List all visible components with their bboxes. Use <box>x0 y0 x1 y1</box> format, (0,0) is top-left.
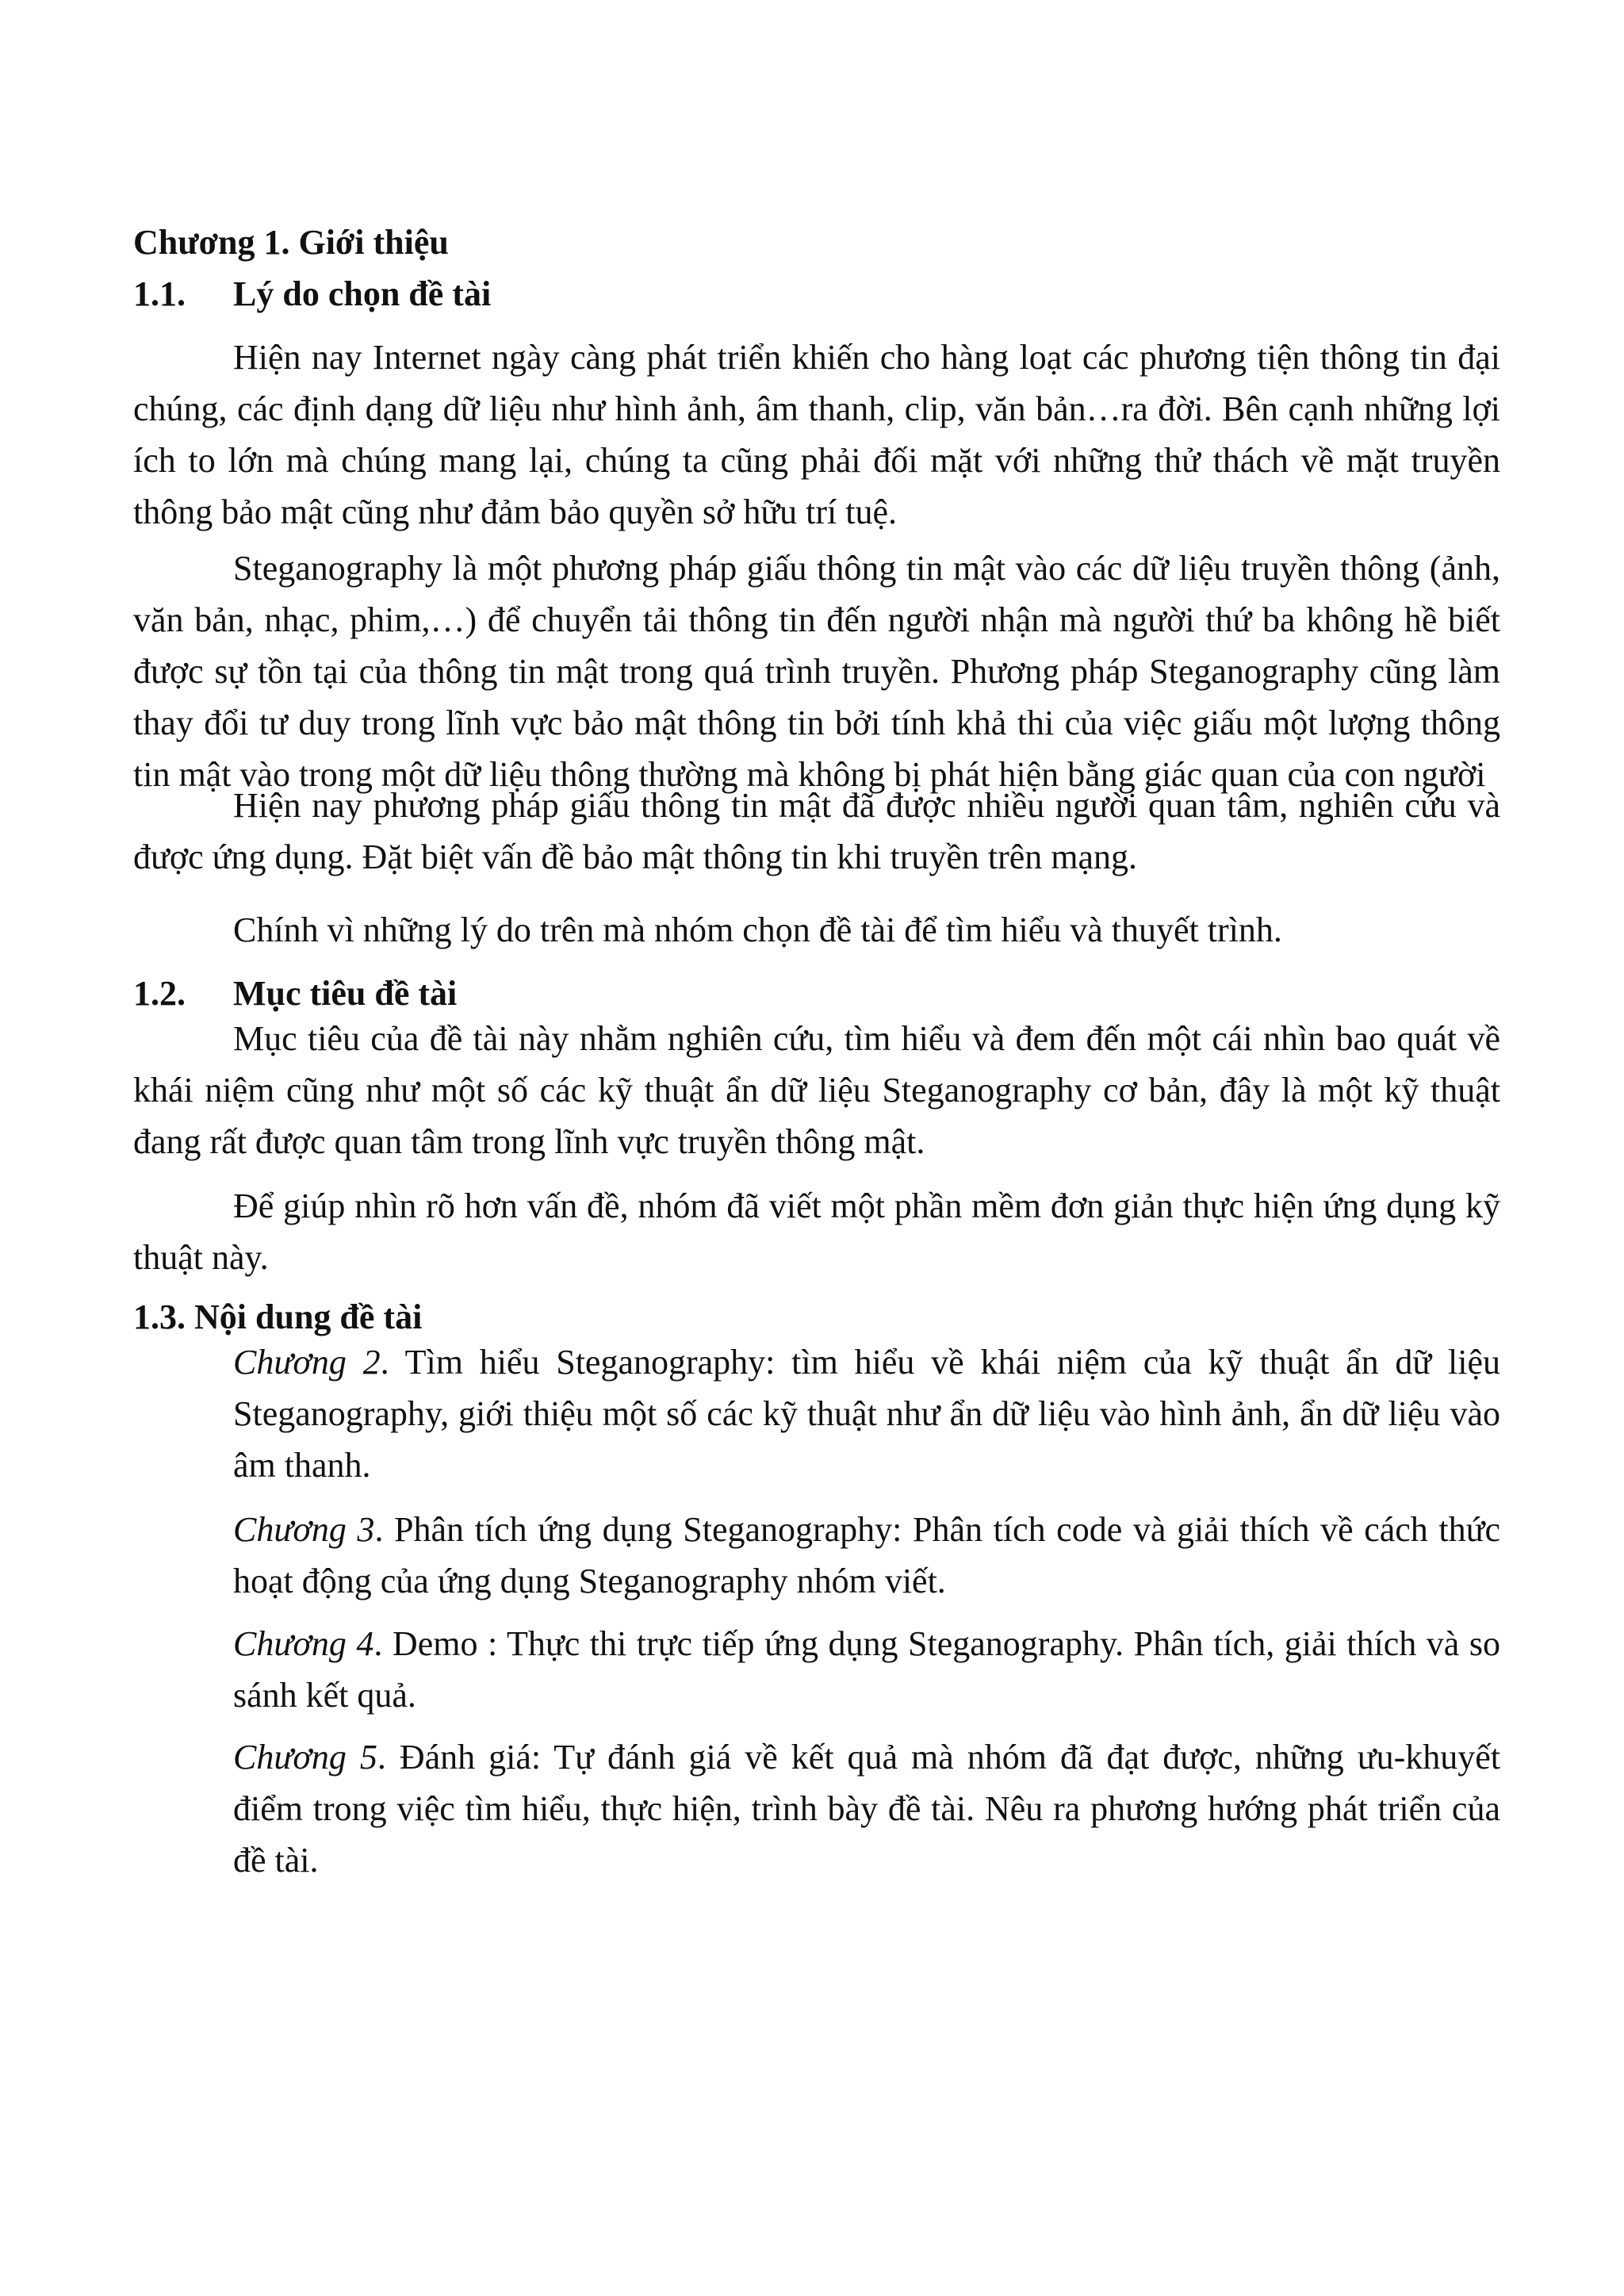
chapter-description: . Demo : Thực thi trực tiếp ứng dụng Steganography. Phân tích, giải thích và so sánh kết quả. <box>233 1624 1500 1715</box>
paragraph: Hiện nay phương pháp giấu thông tin mật đã được nhiều người quan tâm, nghiên cứu và được ứng dụng. Đặt biệt vấn đề bảo mật thông tin khi truyền trên mạng. <box>133 786 1500 876</box>
paragraph: Steganography là một phương pháp giấu thông tin mật vào các dữ liệu truyền thông (ảnh, văn bản, nhạc, phim,…) để chuyển tải thông tin đến người nhận mà người thứ ba không hề biết được sự tồn tại của thông tin mật trong quá trình truyền. Phương pháp Steganography cũng làm thay đổi tư duy trong lĩnh vực bảo mật thông tin bởi tính khả thi của việc giấu một lượng thông tin mật vào trong một dữ liệu thông thường mà không bị phát hiện bằng giác quan của con người <box>133 549 1500 794</box>
paragraph: Chính vì những lý do trên mà nhóm chọn đề tài để tìm hiểu và thuyết trình. <box>233 910 1282 949</box>
paragraph: Mục tiêu của đề tài này nhằm nghiên cứu, tìm hiểu và đem đến một cái nhìn bao quát về khái niệm cũng như một số các kỹ thuật ẩn dữ liệu Steganography cơ bản, đây là một kỹ thuật đang rất được quan tâm trong lĩnh vực truyền thông mật. <box>133 1019 1500 1161</box>
chapter-heading: Chương 1. Giới thiệu <box>133 223 449 262</box>
chapter-label: Chương 4 <box>233 1624 374 1663</box>
section-1-2-number: 1.2. <box>133 974 186 1013</box>
chapter-description: . Phân tích ứng dụng Steganography: Phân tích code và giải thích về cách thức hoạt động của ứng dụng Steganography nhóm viết. <box>233 1510 1501 1600</box>
section-1-2-heading <box>133 968 457 1019</box>
paragraph: Hiện nay Internet ngày càng phát triển khiến cho hàng loạt các phương tiện thông tin đại chúng, các định dạng dữ liệu như hình ảnh, âm thanh, clip, văn bản…ra đời. Bên cạnh những lợi ích to lớn mà chúng mang lại, chúng ta cũng phải đối mặt với những thử thách về mặt truyền thông bảo mật cũng như đảm bảo quyền sở hữu trí tuệ. <box>133 338 1500 531</box>
paragraph: Để giúp nhìn rõ hơn vấn đề, nhóm đã viết một phần mềm đơn giản thực hiện ứng dụng kỹ thuật này. <box>133 1186 1500 1277</box>
chapter-description: . Tìm hiểu Steganography: tìm hiểu về khái niệm của kỹ thuật ẩn dữ liệu Steganography, giới thiệu một số các kỹ thuật như ẩn dữ liệu vào hình ảnh, ẩn dữ liệu vào âm thanh. <box>233 1343 1501 1485</box>
chapter-list-item <box>233 1618 1500 1721</box>
chapter-label: Chương 5 <box>233 1738 377 1777</box>
section-1-1-number: 1.1. <box>133 274 186 313</box>
chapter-description: . Đánh giá: Tự đánh giá về kết quả mà nhóm đã đạt được, những ưu-khuyết điểm trong việc tìm hiểu, thực hiện, trình bày đề tài. Nêu ra phương hướng phát triển của đề tài. <box>233 1738 1500 1880</box>
section-1-3-heading: 1.3. Nội dung đề tài <box>133 1297 423 1336</box>
section-1-1-heading <box>133 268 491 320</box>
section-1-2-title: Mục tiêu đề tài <box>233 974 458 1013</box>
chapter-list-item <box>233 1504 1500 1607</box>
chapter-list-item <box>233 1731 1500 1886</box>
chapter-label: Chương 3 <box>233 1510 375 1549</box>
chapter-list-item <box>233 1336 1500 1491</box>
chapter-label: Chương 2 <box>233 1343 381 1382</box>
section-1-1-title: Lý do chọn đề tài <box>233 274 492 313</box>
